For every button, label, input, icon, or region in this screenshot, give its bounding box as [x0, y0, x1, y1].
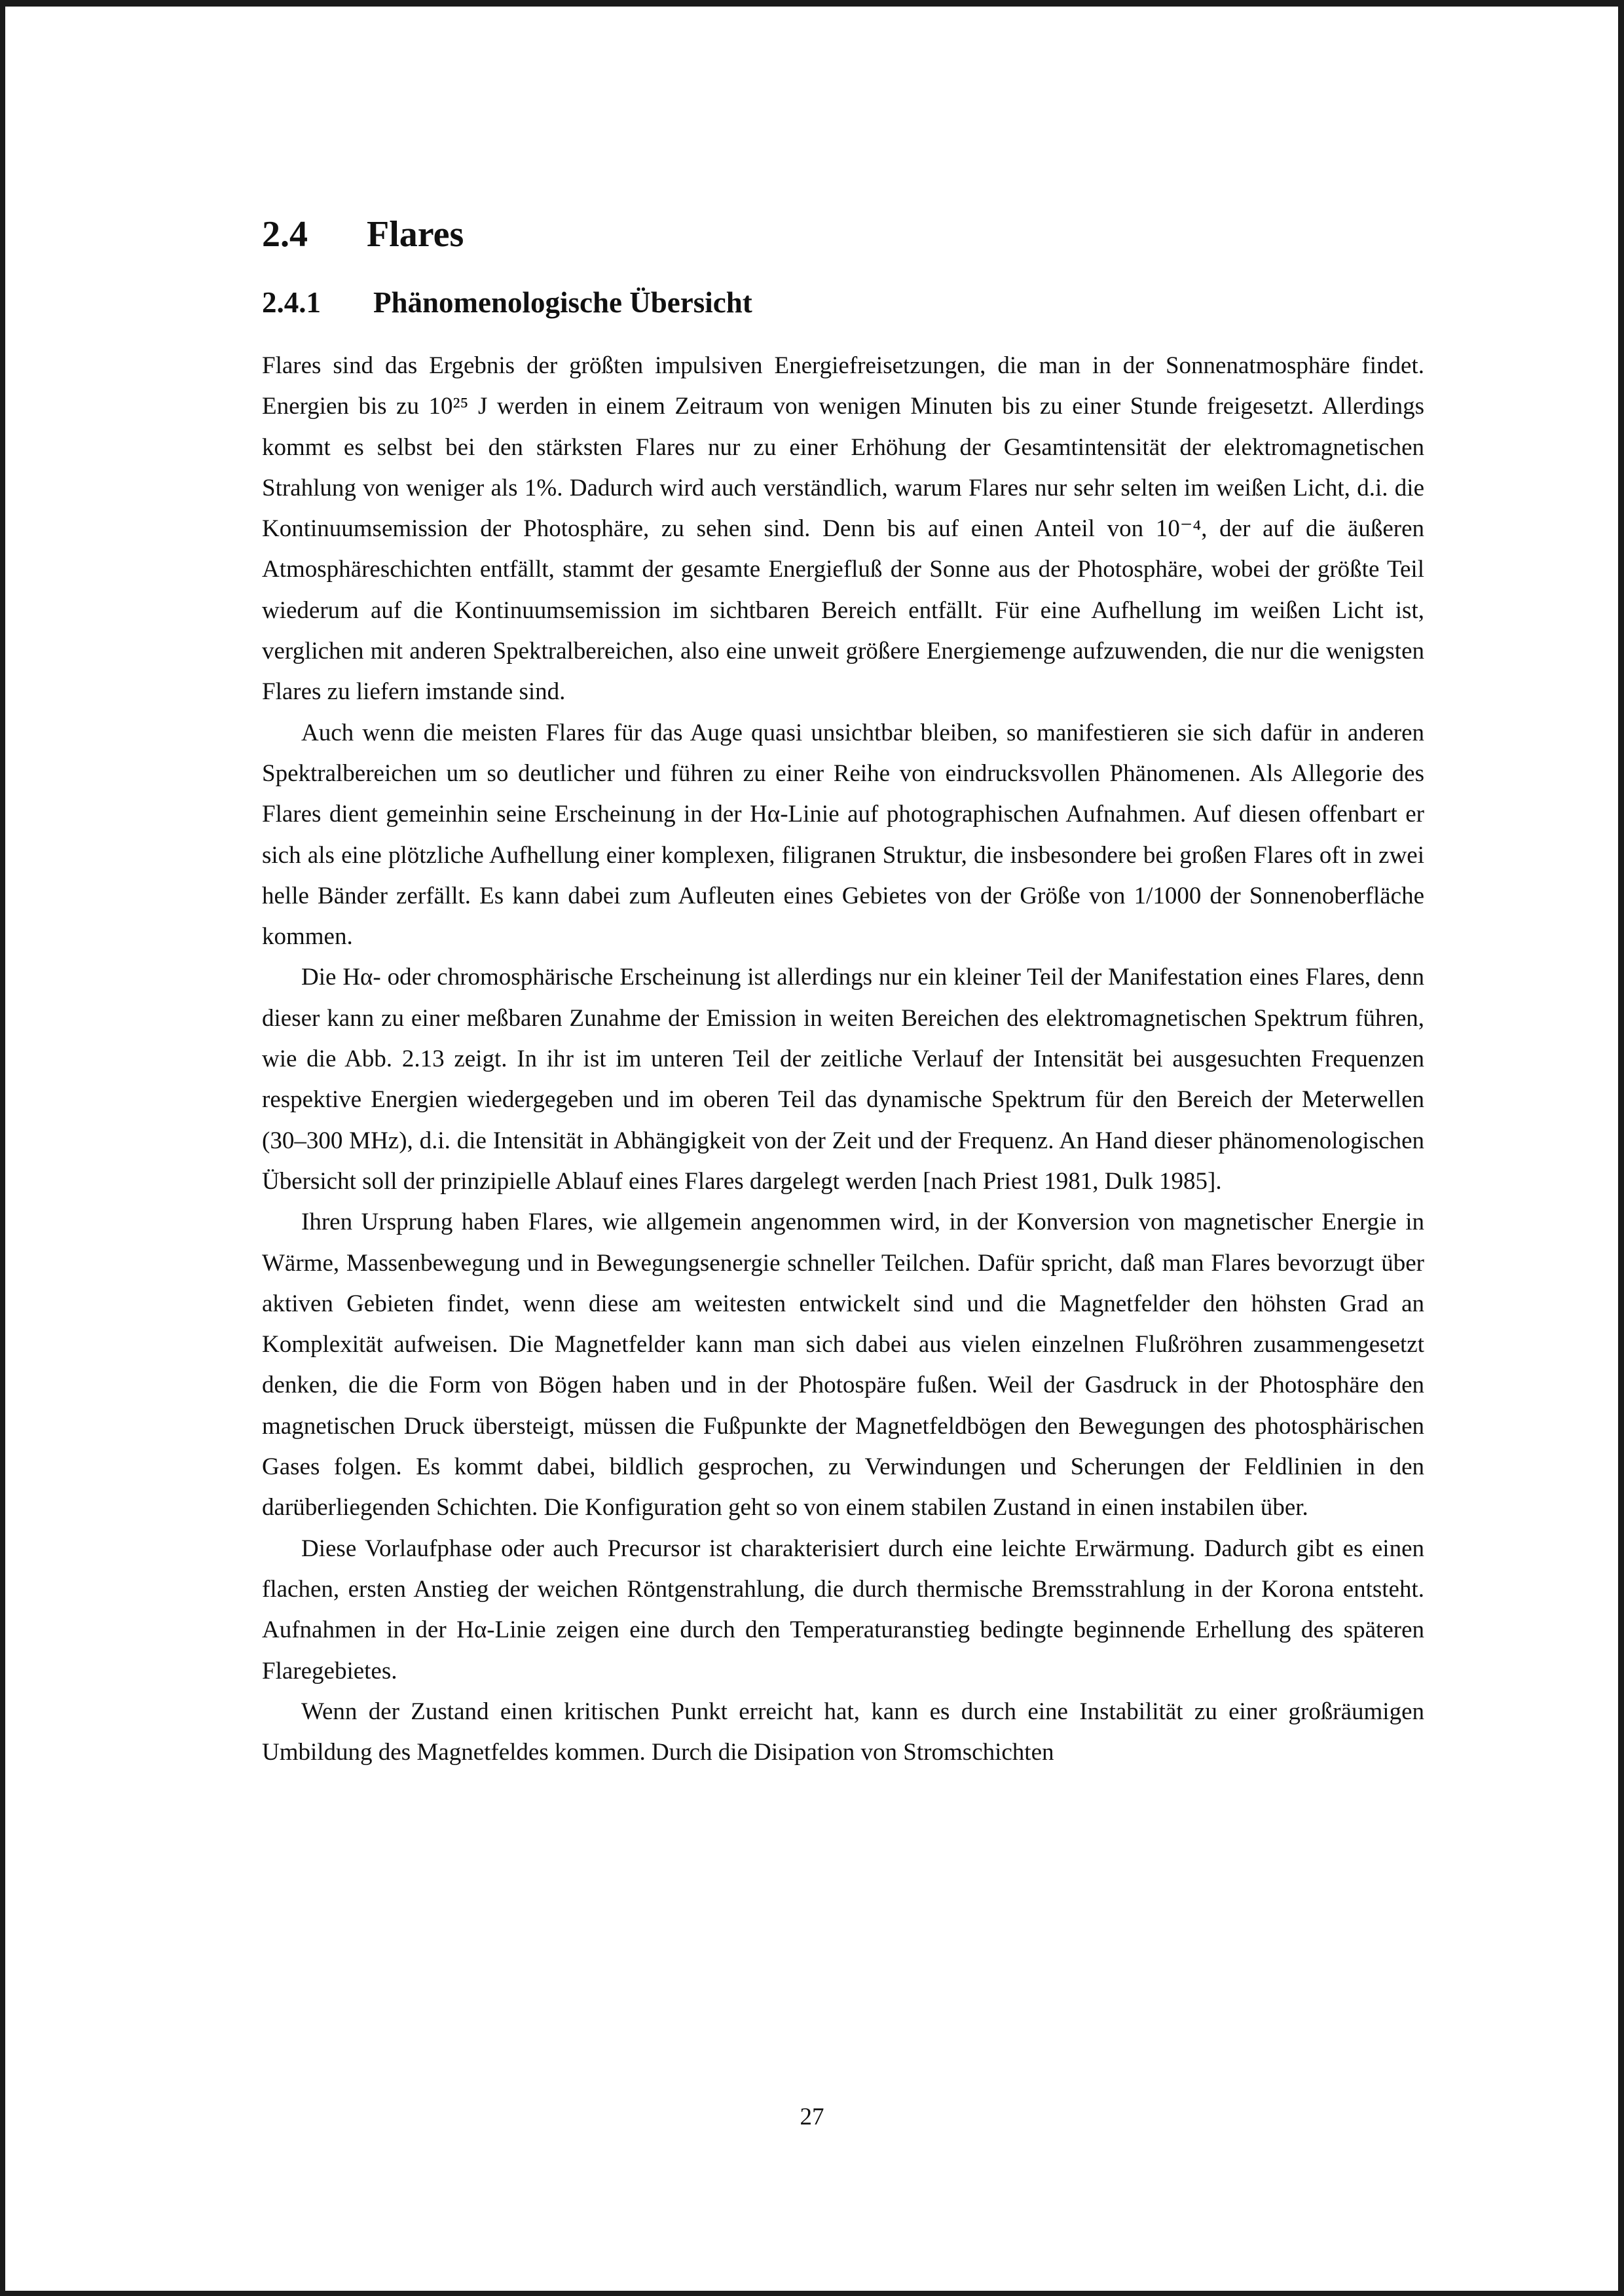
page-border-right	[1618, 0, 1624, 2296]
section-title: Flares	[367, 214, 464, 255]
paragraph: Wenn der Zustand einen kritischen Punkt erreicht hat, kann es durch eine Instabilität zu einer großräumigen Umbildung des Magnetfeldes kommen. Durch die Disipation von Stromschichten	[262, 1698, 1424, 1766]
page-border-bottom	[0, 2291, 1624, 2296]
page-border-left	[0, 0, 5, 2296]
paragraph: Diese Vorlaufphase oder auch Precursor ist charakterisiert durch eine leichte Erwärmung. Dadurch gibt es einen flachen, ersten Anstieg der weichen Röntgenstrahlung, die durch thermische Bremsstrahlung in der Korona entsteht. Aufnahmen in der Hα-Linie zeigen eine durch den Temperaturanstieg bedingte beginnende Erhellung des späteren Flaregebietes.	[262, 1535, 1424, 1685]
paragraph: Die Hα- oder chromosphärische Erscheinung ist allerdings nur ein kleiner Teil der Manifestation eines Flares, denn dieser kann zu einer meßbaren Zunahme der Emission in weiten Bereichen des elektromagnetischen Spektrum führen, wie die Abb. 2.13 zeigt. In ihr ist im unteren Teil der zeitliche Verlauf der Intensität bei ausgesuchten Frequenzen respektive Energien wiedergegeben und im oberen Teil das dynamische Spektrum für den Bereich der Meterwellen (30–300 MHz), d.i. die Intensität in Abhängigkeit von der Zeit und der Frequenz. An Hand dieser phänomenologischen Übersicht soll der prinzipielle Ablauf eines Flares dargelegt werden [nach Priest 1981, Dulk 1985].	[262, 964, 1424, 1195]
paragraph: Flares sind das Ergebnis der größten impulsiven Energiefreisetzungen, die man in der Sonnenatmosphäre findet. Energien bis zu 10²⁵ J werden in einem Zeitraum von wenigen Minuten bis zu einer Stunde freigesetzt. Allerdings kommt es selbst bei den stärksten Flares nur zu einer Erhöhung der Gesamtintensität der elektromagnetischen Strahlung von weniger als 1%. Dadurch wird auch verständlich, warum Flares nur sehr selten im weißen Licht, d.i. die Kontinuumsemission der Photosphäre, zu sehen sind. Denn bis auf einen Anteil von 10⁻⁴, der auf die äußeren Atmosphäreschichten entfällt, stammt der gesamte Energiefluß der Sonne aus der Photosphäre, wobei der größte Teil wiederum auf die Kontinuumsemission im sichtbaren Bereich entfällt. Für eine Aufhellung im weißen Licht ist, verglichen mit anderen Spektralbereichen, also eine unweit größere Energiemenge aufzuwenden, die nur die wenigsten Flares zu liefern imstande sind.	[262, 352, 1424, 706]
page-border-top	[0, 0, 1624, 7]
section-number: 2.4	[262, 214, 308, 255]
subsection-title: Phänomenologische Übersicht	[373, 286, 752, 319]
subsection-heading	[262, 283, 1424, 322]
paragraph: Auch wenn die meisten Flares für das Auge quasi unsichtbar bleiben, so manifestieren sie sich dafür in anderen Spektralbereichen um so deutlicher und führen zu einer Reihe von eindrucksvollen Phänomenen. Als Allegorie des Flares dient gemeinhin seine Erscheinung in der Hα-Linie auf photographischen Aufnahmen. Auf diesen offenbart er sich als eine plötzliche Aufhellung einer komplexen, filigranen Struktur, die insbesondere bei großen Flares oft in zwei helle Bänder zerfällt. Es kann dabei zum Aufleuten eines Gebietes von der Größe von 1/1000 der Sonnenoberfläche kommen.	[262, 719, 1424, 951]
paragraph: Ihren Ursprung haben Flares, wie allgemein angenommen wird, in der Konversion von magnetischer Energie in Wärme, Massenbewegung und in Bewegungsenergie schneller Teilchen. Dafür spricht, daß man Flares bevorzugt über aktiven Gebieten findet, wenn diese am weitesten entwickelt sind und die Magnetfelder den höhsten Grad an Komplexität aufweisen. Die Magnetfelder kann man sich dabei aus vielen einzelnen Flußröhren zusammengesetzt denken, die die Form von Bögen haben und in der Photospäre fußen. Weil der Gasdruck in der Photosphäre den magnetischen Druck übersteigt, müssen die Fußpunkte der Magnetfeldbögen den Bewegungen des photosphärischen Gases folgen. Es kommt dabei, bildlich gesprochen, zu Verwindungen und Scherungen der Feldlinien in den darüberliegenden Schichten. Die Konfiguration geht so von einem stabilen Zustand in einen instabilen über.	[262, 1209, 1424, 1522]
page-body	[262, 208, 1424, 1773]
page-number: 27	[800, 2104, 824, 2130]
subsection-number: 2.4.1	[262, 286, 321, 319]
section-heading	[262, 208, 1424, 261]
